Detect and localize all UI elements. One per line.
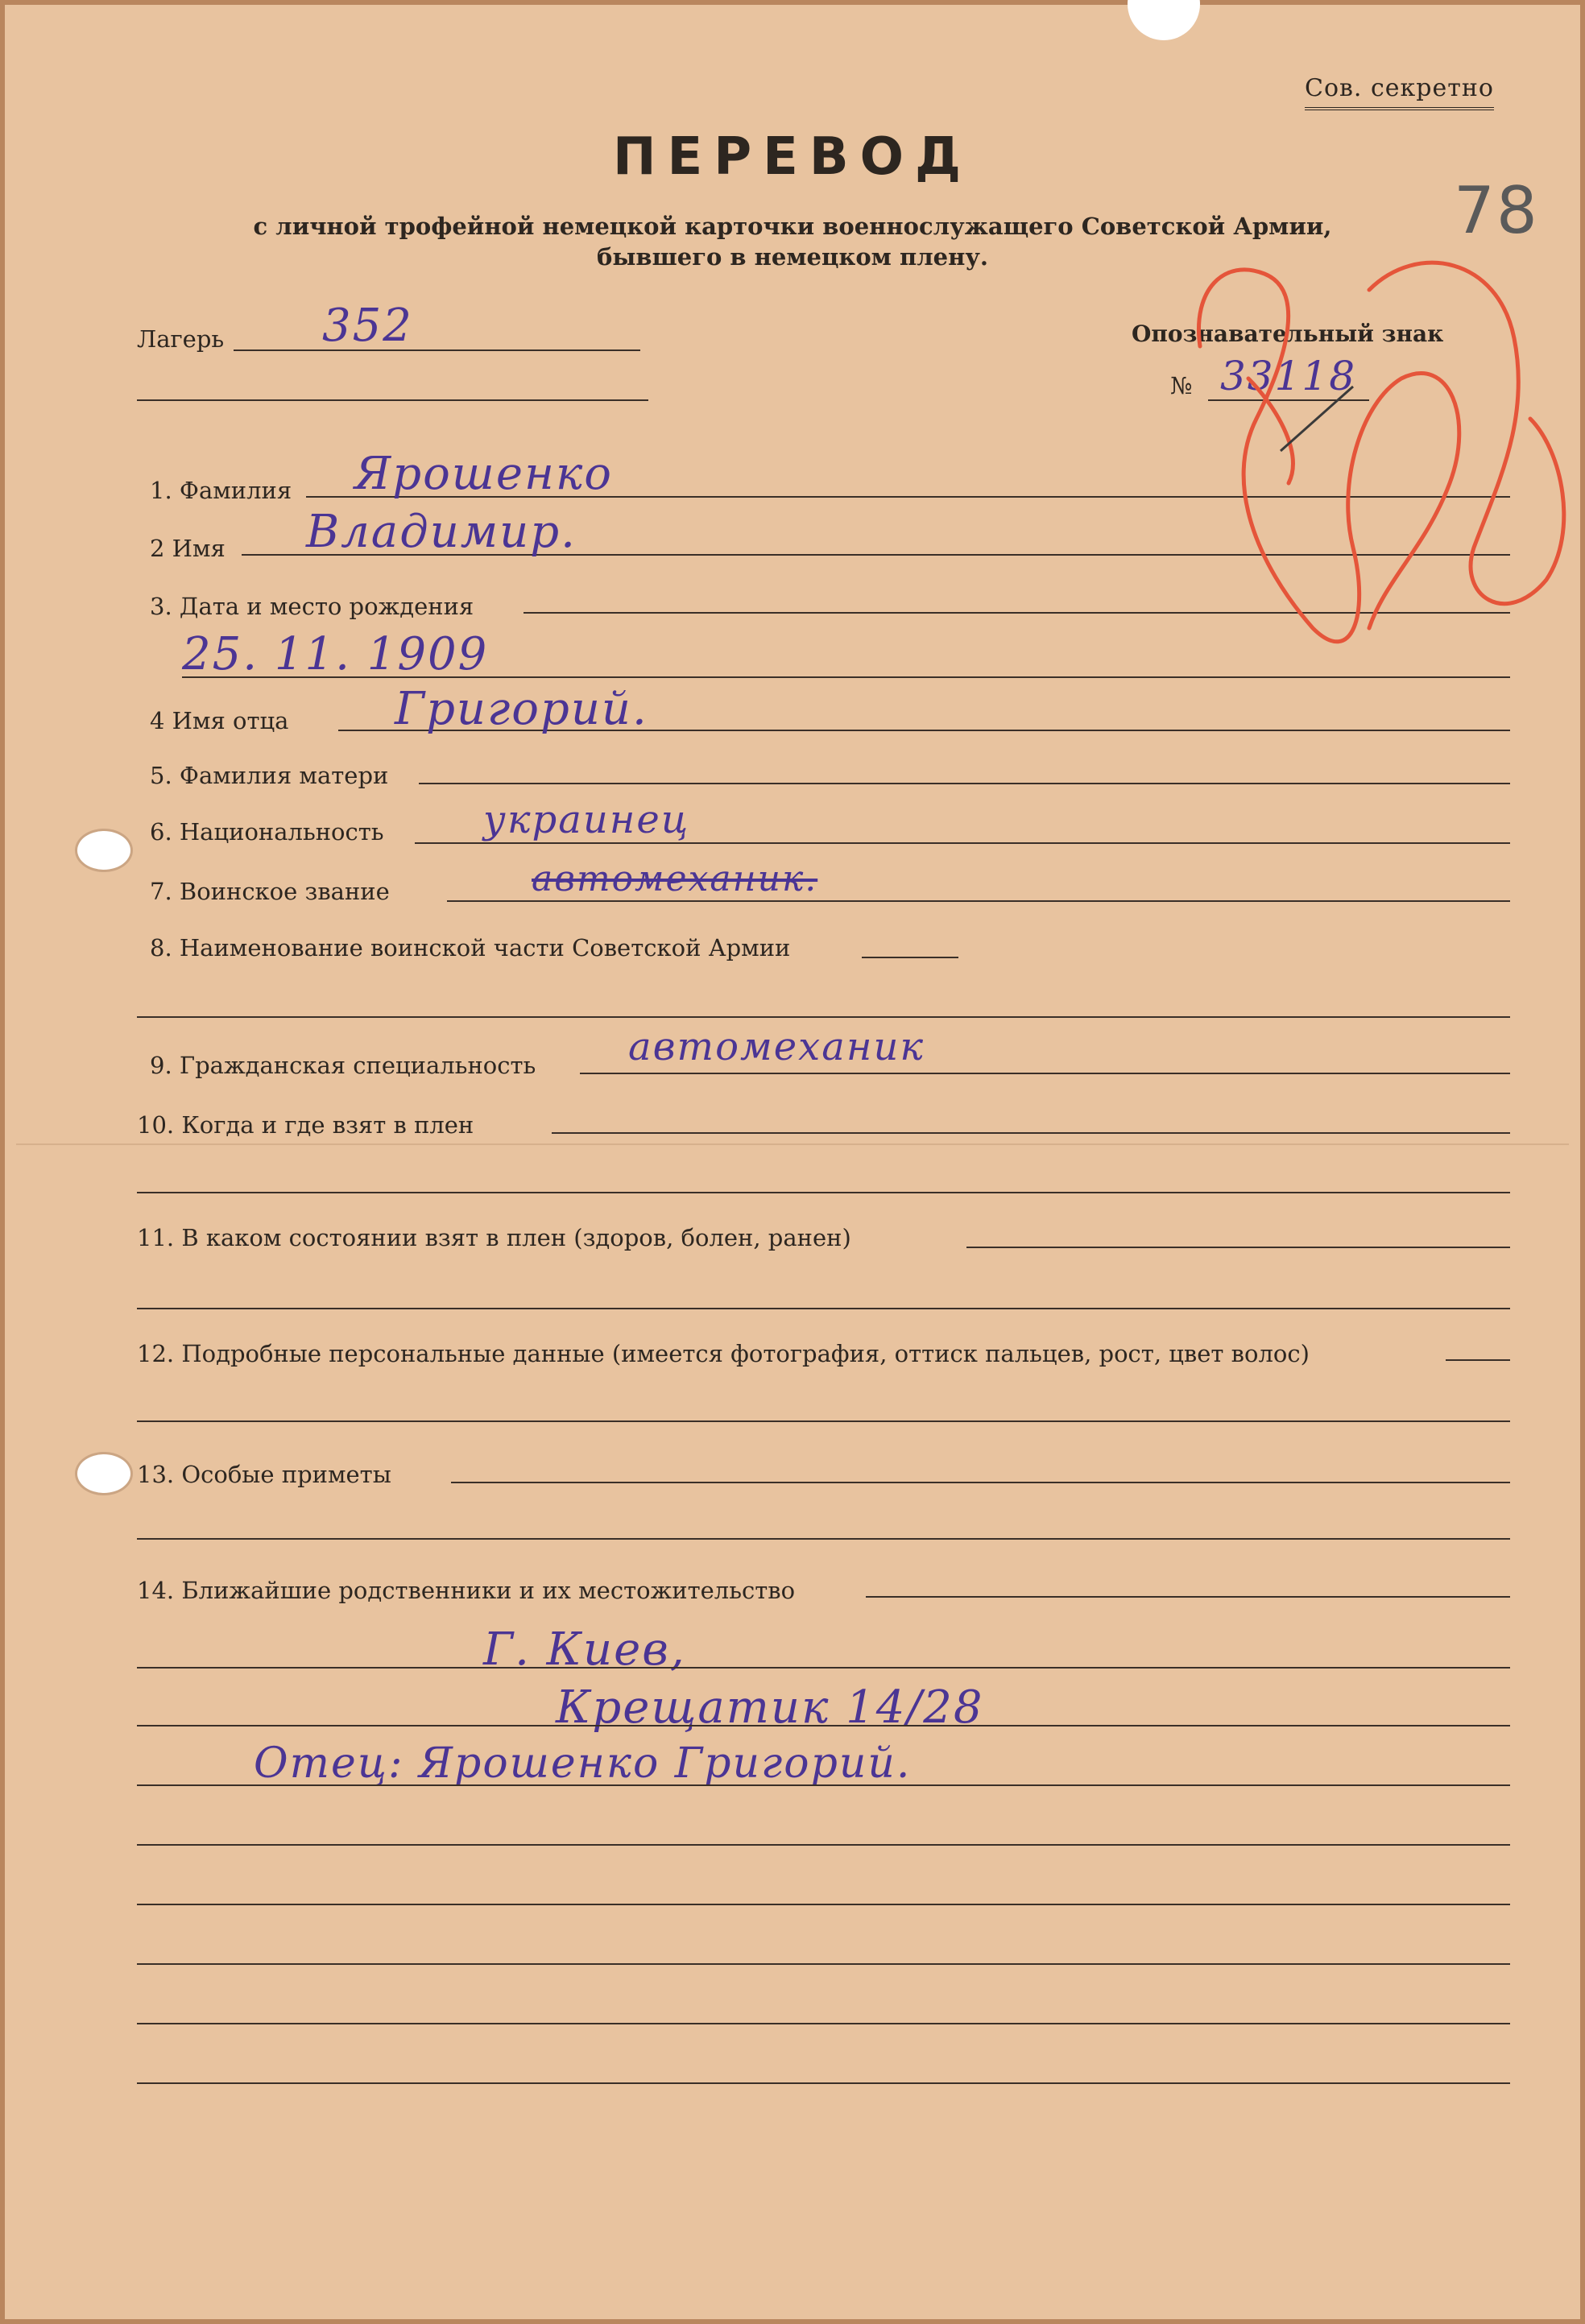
field-label-special-marks: 13. Особые приметы	[137, 1461, 391, 1488]
field-value-father-name: Григорий.	[395, 683, 648, 735]
field-label-nationality: 6. Национальность	[150, 818, 384, 846]
field-label-first-name: 2 Имя	[150, 535, 226, 562]
field-value-first-name: Владимир.	[306, 506, 577, 558]
id-tag-label: Опознавательный знак	[1132, 320, 1444, 347]
corner-number: 78	[1454, 173, 1539, 248]
field-label-rank: 7. Воинское звание	[150, 878, 390, 905]
field-value-surname: Ярошенко	[354, 448, 614, 500]
field-label-personal-data: 12. Подробные персональные данные (имеется фотография, оттиск пальцев, рост, цвет волос)	[137, 1340, 1310, 1367]
field-value-birth: 25. 11. 1909	[182, 628, 489, 680]
id-tag-number-prefix: №	[1170, 372, 1193, 399]
camp-label: Лагерь	[137, 325, 225, 353]
field-label-mother-surname: 5. Фамилия матери	[150, 762, 389, 789]
relatives-line-3: Отец: Ярошенко Григорий.	[254, 1739, 912, 1788]
id-tag-value: 33118	[1220, 353, 1357, 399]
field-label-father-name: 4 Имя отца	[150, 707, 289, 734]
document-title: ПЕРЕВОД	[612, 127, 973, 187]
field-label-captured-when-where: 10. Когда и где взят в плен	[137, 1111, 474, 1139]
field-label-surname: 1. Фамилия	[150, 477, 292, 504]
field-value-nationality: украинец	[483, 797, 690, 842]
field-value-rank: автомеханик.	[532, 858, 818, 899]
field-label-birth: 3. Дата и место рождения	[150, 593, 474, 620]
field-label-relatives: 14. Ближайшие родственники и их местожительство	[137, 1577, 796, 1604]
field-label-unit: 8. Наименование воинской части Советской Армии	[150, 934, 791, 961]
subtitle-line-2: бывшего в немецком плену.	[597, 243, 988, 271]
secret-stamp: Сов. секретно	[1305, 74, 1494, 110]
subtitle-line-1: с личной трофейной немецкой карточки военнослужащего Советской Армии,	[253, 213, 1332, 240]
relatives-line-1: Г. Киев,	[483, 1623, 686, 1676]
relatives-line-2: Крещатик 14/28	[556, 1681, 984, 1734]
field-label-condition: 11. В каком состоянии взят в плен (здоров, болен, ранен)	[137, 1224, 851, 1251]
field-value-civil-profession: автомеханик	[628, 1024, 925, 1069]
field-label-civil-profession: 9. Гражданская специальность	[150, 1052, 536, 1079]
camp-value: 352	[322, 300, 413, 352]
